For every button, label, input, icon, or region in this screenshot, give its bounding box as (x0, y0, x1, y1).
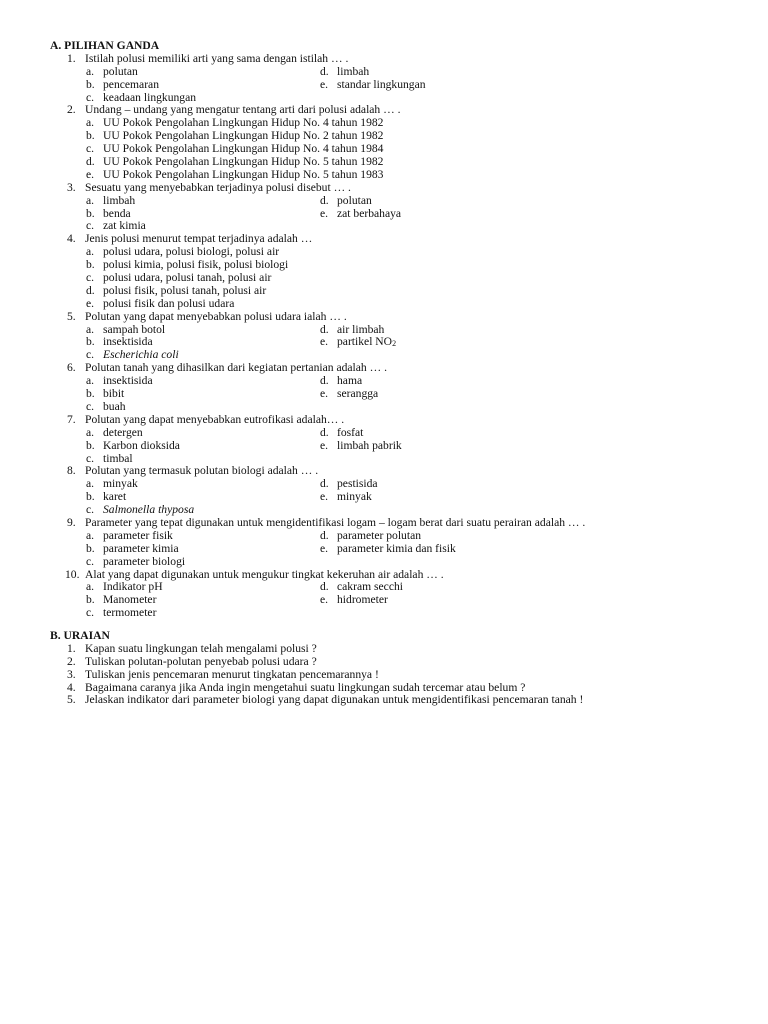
option-text: UU Pokok Pengolahan Lingkungan Hidup No. 4 tahun 1984 (103, 142, 384, 156)
question (50, 311, 750, 363)
question-list (50, 53, 750, 620)
option-letter: b. (86, 490, 95, 504)
option-text: UU Pokok Pengolahan Lingkungan Hidup No. 5 tahun 1982 (103, 155, 384, 169)
option-letter: d. (86, 283, 95, 297)
question-stem (50, 53, 750, 66)
question-number: 6. (67, 361, 76, 375)
option-letter: c. (86, 142, 95, 156)
option-text: Salmonella thyposa (103, 503, 195, 517)
option-text: minyak (103, 477, 138, 491)
answer-option (320, 543, 620, 556)
answer-option (320, 440, 620, 453)
question-text: Alat yang dapat digunakan untuk mengukur tingkat kekeruhan air adalah … . (85, 567, 444, 581)
question (50, 53, 750, 105)
question (50, 517, 750, 569)
answer-option (86, 607, 320, 620)
option-subscript: 2 (392, 339, 397, 349)
option-text: polusi fisik dan polusi udara (103, 296, 235, 310)
essay-text: Jelaskan indikator dari parameter biologi yang dapat digunakan untuk mengidentifikasi pencemaran tanah ! (85, 693, 584, 707)
option-letter: b. (86, 77, 95, 91)
essay-text: Bagaimana caranya jika Anda ingin mengetahui suatu lingkungan sudah tercemar atau belum ? (85, 680, 526, 694)
option-letter: c. (86, 348, 95, 362)
answer-options (50, 375, 750, 414)
option-letter: d. (320, 425, 329, 439)
option-letter: c. (86, 90, 95, 104)
essay-list (50, 643, 750, 707)
option-letter: b. (86, 438, 95, 452)
section-essay (50, 630, 750, 707)
question-text: Polutan yang dapat menyebabkan polusi udara ialah … . (85, 309, 347, 323)
question (50, 104, 750, 181)
option-letter: c. (86, 606, 95, 620)
option-text: polusi udara, polusi biologi, polusi air (103, 245, 280, 259)
answer-options (50, 427, 750, 466)
question-number: 1. (67, 51, 76, 65)
section-a-title: A. PILIHAN GANDA (50, 39, 160, 52)
option-text: hama (337, 374, 363, 388)
option-text: hidrometer (337, 593, 388, 607)
option-letter: e. (320, 335, 329, 349)
option-text: timbal (103, 451, 133, 465)
essay-number: 3. (67, 667, 76, 681)
option-letter: a. (86, 245, 95, 259)
option-text: parameter fisik (103, 528, 173, 542)
question-text: Parameter yang tepat digunakan untuk mengidentifikasi logam – logam berat dari suatu perairan adalah … . (85, 515, 586, 529)
option-text: air limbah (337, 322, 385, 336)
option-text: cakram secchi (337, 580, 403, 594)
question-text: Undang – undang yang mengatur tentang arti dari polusi adalah … . (85, 103, 401, 117)
option-text: limbah (103, 193, 136, 207)
question-number: 4. (67, 232, 76, 246)
option-letter: b. (86, 258, 95, 272)
question (50, 569, 750, 621)
question (50, 362, 750, 414)
option-text: insektisida (103, 374, 153, 388)
option-text: Escherichia coli (103, 348, 179, 362)
answer-options (50, 530, 750, 569)
option-text: polutan (103, 64, 138, 78)
option-letter: e. (320, 593, 329, 607)
answer-option (320, 208, 620, 221)
option-letter: d. (86, 155, 95, 169)
answer-options (50, 117, 750, 181)
option-letter: e. (320, 438, 329, 452)
option-text: UU Pokok Pengolahan Lingkungan Hidup No. 2 tahun 1982 (103, 129, 384, 143)
option-text: insektisida (103, 335, 153, 349)
option-text: sampah botol (103, 322, 166, 336)
option-letter: e. (320, 541, 329, 555)
option-letter: d. (320, 322, 329, 336)
option-text: pencemaran (103, 77, 159, 91)
option-text: limbah (337, 64, 370, 78)
question-number: 10. (65, 567, 80, 581)
essay-number: 4. (67, 680, 76, 694)
answer-options (50, 478, 750, 517)
option-text: parameter kimia (103, 541, 179, 555)
option-text: UU Pokok Pengolahan Lingkungan Hidup No. 5 tahun 1983 (103, 167, 384, 181)
section-b-title: B. URAIAN (50, 629, 110, 642)
answer-options (50, 195, 750, 234)
option-text: pestisida (337, 477, 378, 491)
option-text: Manometer (103, 593, 157, 607)
option-text: karet (103, 490, 127, 504)
option-letter: c. (86, 451, 95, 465)
essay-number: 1. (67, 641, 76, 655)
question-number: 5. (67, 309, 76, 323)
question-number: 3. (67, 180, 76, 194)
question (50, 233, 750, 310)
option-letter: d. (320, 193, 329, 207)
option-letter: e. (320, 387, 329, 401)
option-text: zat kimia (103, 219, 146, 233)
option-text: fosfat (337, 425, 364, 439)
question-text: Polutan tanah yang dihasilkan dari kegiatan pertanian adalah … . (85, 361, 387, 375)
option-letter: e. (86, 296, 95, 310)
option-letter: d. (320, 528, 329, 542)
option-text: bibit (103, 387, 125, 401)
option-text: standar lingkungan (337, 77, 426, 91)
option-letter: c. (86, 554, 95, 568)
option-letter: d. (320, 580, 329, 594)
option-text: partikel NO (337, 335, 393, 349)
option-letter: a. (86, 64, 95, 78)
essay-text: Tuliskan jenis pencemaran menurut tingkatan pencemarannya ! (85, 667, 379, 681)
option-letter: a. (86, 477, 95, 491)
option-text: Indikator pH (103, 580, 163, 594)
essay-number: 5. (67, 693, 76, 707)
option-letter: d. (320, 477, 329, 491)
essay-number: 2. (67, 654, 76, 668)
option-letter: d. (320, 64, 329, 78)
option-letter: a. (86, 193, 95, 207)
question-stem (50, 182, 750, 195)
option-text: parameter biologi (103, 554, 186, 568)
option-letter: b. (86, 206, 95, 220)
option-letter: e. (320, 77, 329, 91)
answer-option (320, 336, 620, 349)
option-text: keadaan lingkungan (103, 90, 197, 104)
question-text: Jenis polusi menurut tempat terjadinya adalah … (85, 232, 313, 246)
option-text: benda (103, 206, 131, 220)
option-letter: c. (86, 219, 95, 233)
option-letter: e. (320, 206, 329, 220)
answer-options (50, 324, 750, 363)
option-text: parameter polutan (337, 528, 422, 542)
option-letter: b. (86, 387, 95, 401)
answer-option (320, 491, 620, 504)
question-text: Polutan yang dapat menyebabkan eutrofikasi adalah… . (85, 412, 345, 426)
option-letter: b. (86, 129, 95, 143)
question-stem (50, 465, 750, 478)
option-text: detergen (103, 425, 143, 439)
question (50, 182, 750, 234)
question (50, 465, 750, 517)
option-letter: b. (86, 335, 95, 349)
section-multiple-choice (50, 40, 750, 620)
option-text: Karbon dioksida (103, 438, 180, 452)
option-letter: c. (86, 399, 95, 413)
option-letter: a. (86, 374, 95, 388)
option-text: parameter kimia dan fisik (337, 541, 456, 555)
option-letter: a. (86, 580, 95, 594)
answer-option (320, 594, 620, 607)
option-letter: a. (86, 425, 95, 439)
option-text: buah (103, 399, 126, 413)
question-number: 9. (67, 515, 76, 529)
option-text: termometer (103, 606, 157, 620)
option-letter: e. (320, 490, 329, 504)
answer-options (50, 581, 750, 620)
question-number: 2. (67, 103, 76, 117)
option-letter: c. (86, 503, 95, 517)
question-stem (50, 414, 750, 427)
question-number: 8. (67, 464, 76, 478)
answer-options (50, 66, 750, 105)
question (50, 414, 750, 466)
question-stem (50, 362, 750, 375)
option-text: polusi fisik, polusi tanah, polusi air (103, 283, 267, 297)
option-letter: d. (320, 374, 329, 388)
question-number: 7. (67, 412, 76, 426)
essay-question (50, 694, 750, 707)
option-text: serangga (337, 387, 379, 401)
option-text: polusi kimia, polusi fisik, polusi biologi (103, 258, 289, 272)
answer-option (320, 388, 620, 401)
option-letter: b. (86, 593, 95, 607)
option-text: zat berbahaya (337, 206, 402, 220)
question-text: Istilah polusi memiliki arti yang sama dengan istilah … . (85, 51, 349, 65)
option-letter: e. (86, 167, 95, 181)
essay-text: Kapan suatu lingkungan telah mengalami polusi ? (85, 641, 317, 655)
answer-options (50, 246, 750, 310)
option-text: polutan (337, 193, 372, 207)
option-text: UU Pokok Pengolahan Lingkungan Hidup No. 4 tahun 1982 (103, 116, 384, 130)
option-text: polusi udara, polusi tanah, polusi air (103, 271, 272, 285)
question-text: Polutan yang termasuk polutan biologi adalah … . (85, 464, 319, 478)
option-letter: b. (86, 541, 95, 555)
question-text: Sesuatu yang menyebabkan terjadinya polusi disebut … . (85, 180, 351, 194)
answer-option (320, 79, 620, 92)
option-letter: a. (86, 322, 95, 336)
option-text: minyak (337, 490, 372, 504)
option-letter: a. (86, 116, 95, 130)
option-letter: a. (86, 528, 95, 542)
essay-text: Tuliskan polutan-polutan penyebab polusi udara ? (85, 654, 317, 668)
option-letter: c. (86, 271, 95, 285)
option-text: limbah pabrik (337, 438, 402, 452)
